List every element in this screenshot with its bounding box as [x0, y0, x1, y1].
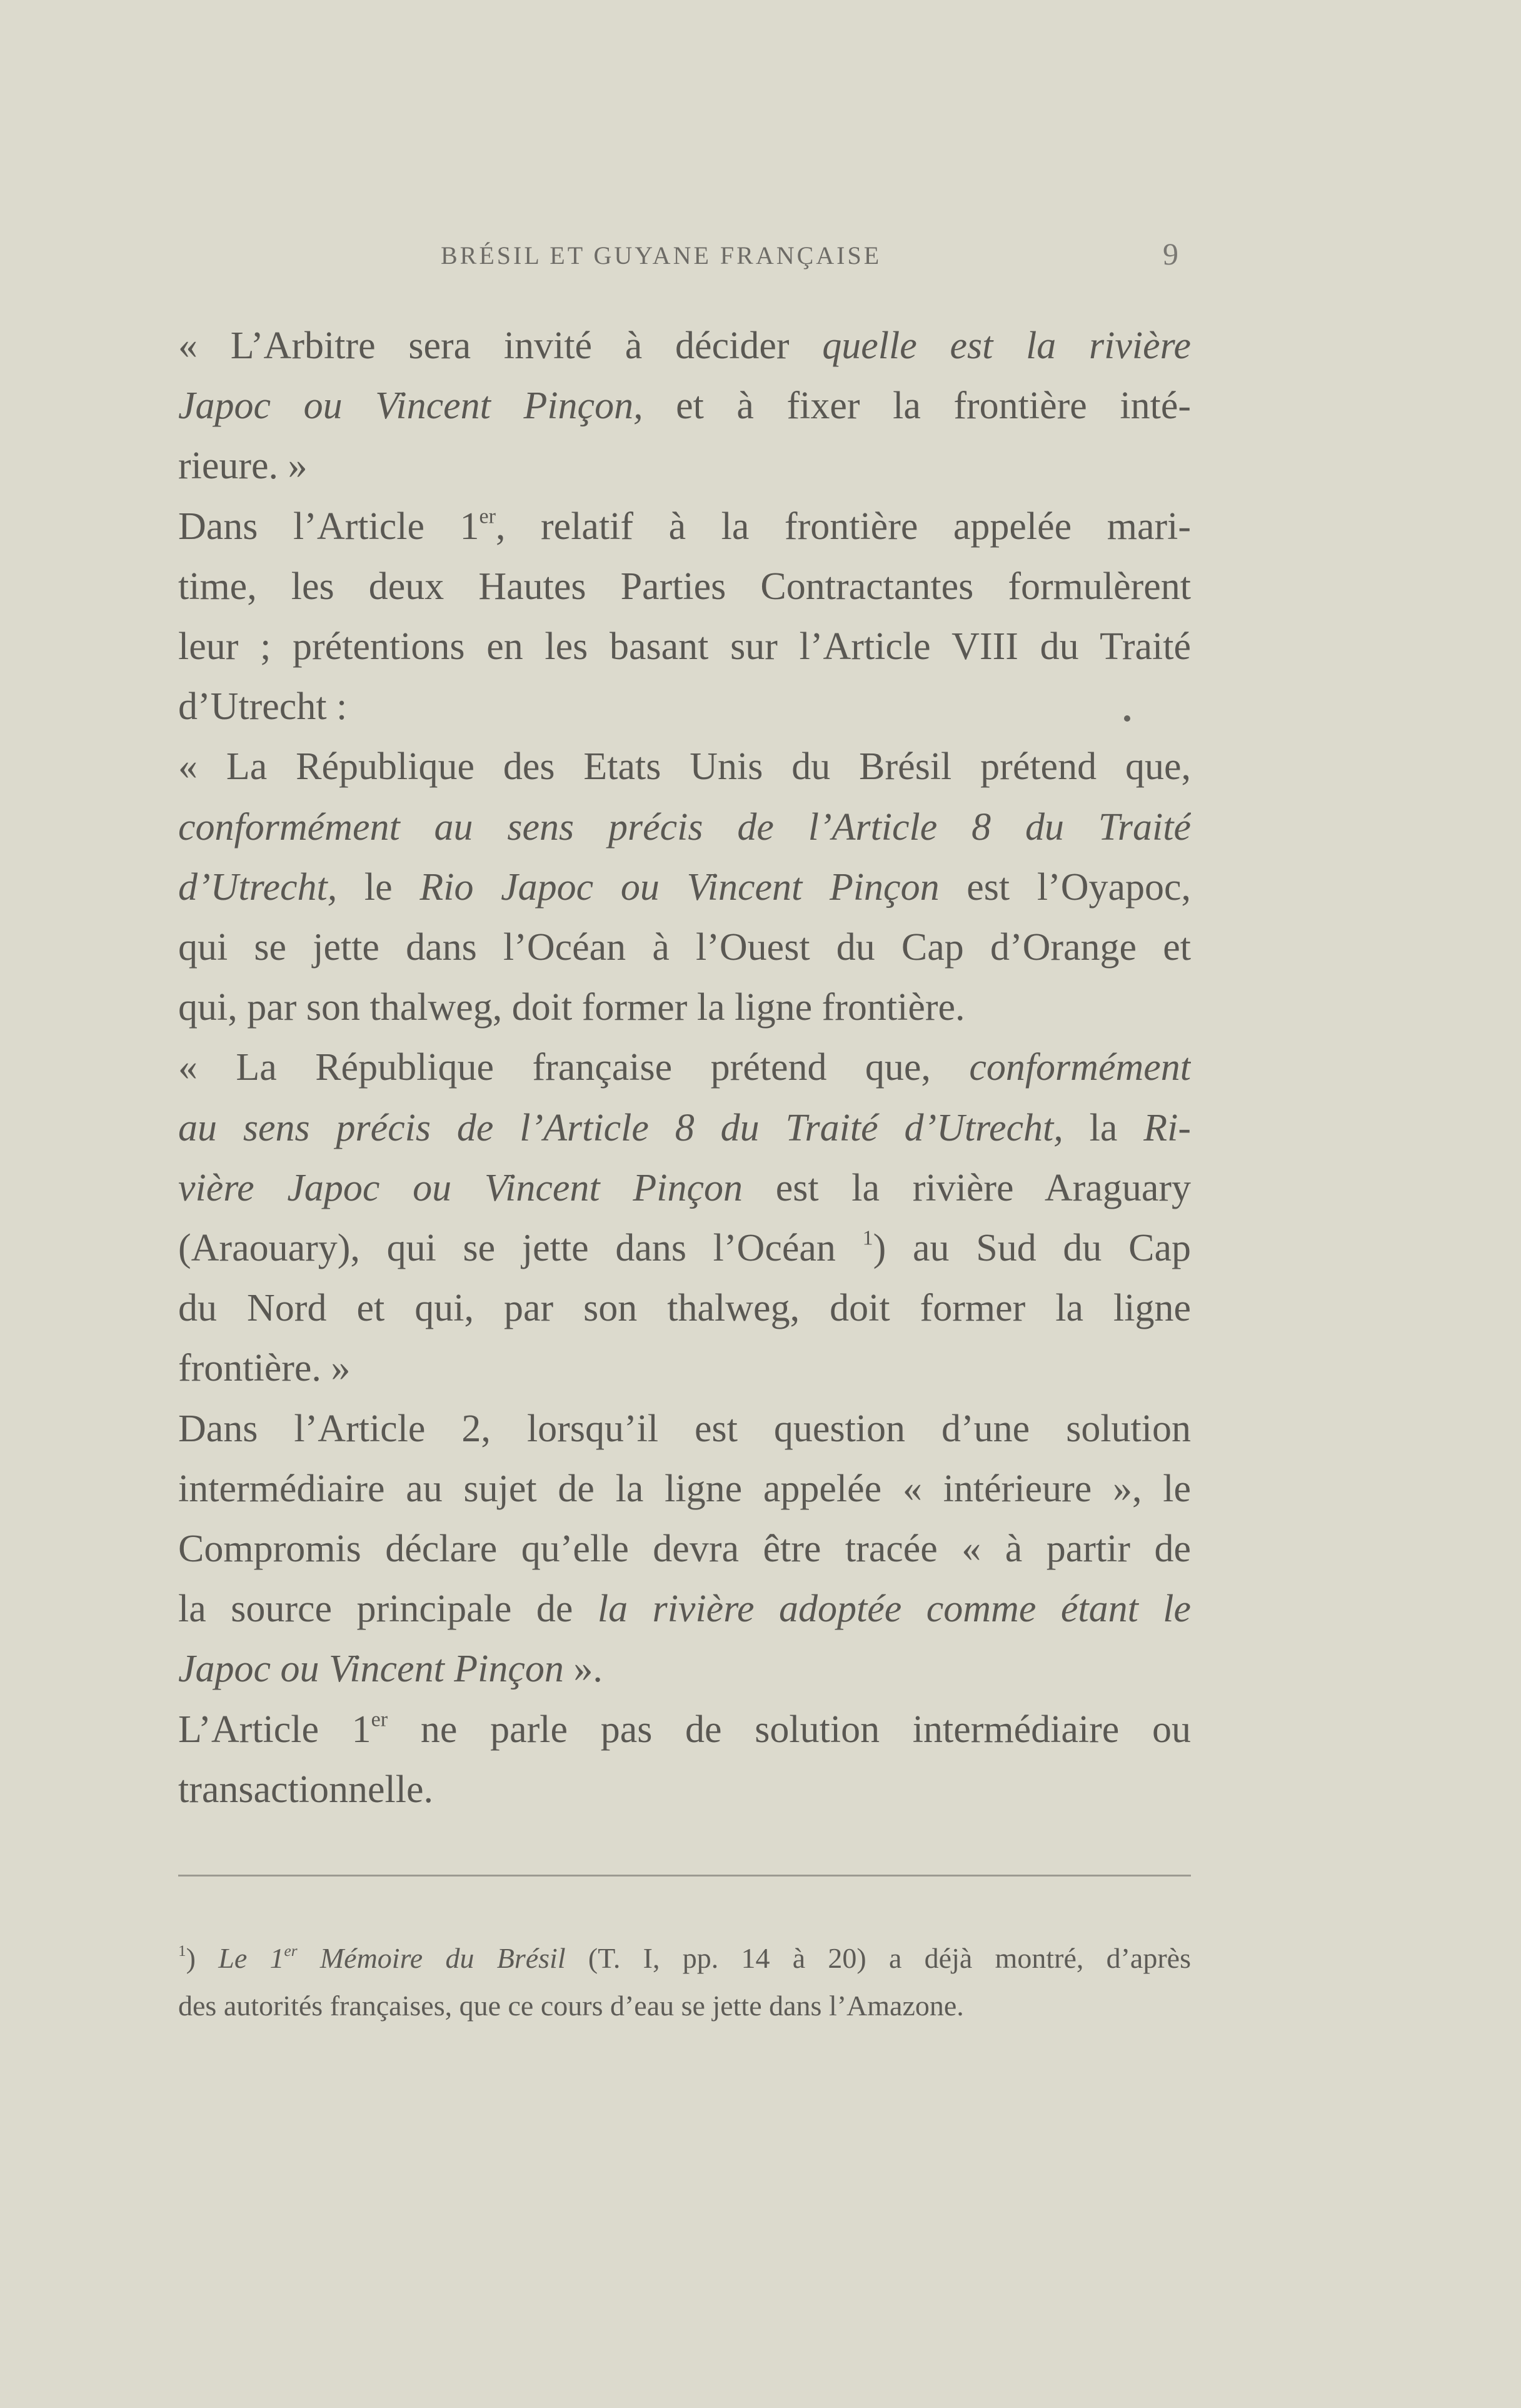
- text-run: et à fixer la frontière inté-: [643, 385, 1191, 428]
- italic-text: vière Japoc ou Vincent Pinçon: [178, 1166, 743, 1209]
- body-line: [178, 1278, 1191, 1338]
- superscript: er: [284, 1942, 298, 1960]
- text-run: « La République française prétend que,: [178, 1046, 970, 1089]
- body-line: [178, 436, 1191, 496]
- body-line: [178, 797, 1191, 857]
- text-run: du Nord et qui, par son thalweg, doit former la ligne: [178, 1287, 1191, 1330]
- superscript: er: [371, 1708, 388, 1731]
- text-run: la source principale de: [178, 1588, 598, 1631]
- text-run: ».: [563, 1648, 603, 1691]
- body-line: [178, 1459, 1191, 1519]
- text-run: intermédiaire au sujet de la ligne appelée « intérieure », le: [178, 1467, 1191, 1510]
- text-run: (T. I, pp. 14 à 20) a déjà montré, d’après: [565, 1942, 1191, 1974]
- footnote-line: [178, 1933, 1191, 1983]
- italic-text: Japoc ou Vincent Pinçon: [178, 1648, 564, 1691]
- footnote-divider: [178, 1875, 1191, 1877]
- body-line: [178, 1579, 1191, 1639]
- text-run: transactionnelle.: [178, 1768, 433, 1811]
- italic-text: d’Utrecht,: [178, 865, 338, 909]
- text-run: le: [337, 865, 420, 909]
- text-run: des autorités françaises, que ce cours d’eau se jette dans l’Amazone.: [178, 1990, 964, 2022]
- running-head-title: BRÉSIL ET GUYANE FRANÇAISE: [441, 241, 882, 270]
- body-line: [178, 496, 1191, 557]
- body-line: [178, 1218, 1191, 1278]
- text-run: qui, par son thalweg, doit former la ligne frontière.: [178, 986, 965, 1029]
- footnote-line: [178, 1981, 1191, 2031]
- body-line: [178, 1519, 1191, 1579]
- text-run: , relatif à la frontière appelée mari-: [496, 505, 1191, 548]
- text-run: ne parle pas de solution intermédiaire ou: [388, 1708, 1191, 1751]
- body-line: [178, 917, 1191, 977]
- ink-speck: [1124, 715, 1130, 722]
- italic-text: Le 1: [218, 1942, 284, 1974]
- body-line: [178, 857, 1191, 917]
- body-line: [178, 737, 1191, 797]
- text-run: (Araouary), qui se jette dans l’Océan: [178, 1227, 863, 1269]
- text-run: qui se jette dans l’Océan à l’Ouest du Cap d’Orange et: [178, 926, 1191, 969]
- italic-text: Japoc ou Vincent Pinçon,: [178, 385, 643, 428]
- body-line: [178, 1098, 1191, 1158]
- body-line: [178, 1399, 1191, 1459]
- text-run: ) au Sud du Cap: [873, 1227, 1191, 1269]
- italic-text: Ri-: [1143, 1106, 1191, 1149]
- body-line: [178, 977, 1191, 1037]
- running-head: [441, 236, 1178, 278]
- italic-text: conformément au sens précis de l’Article 8 du Traité: [178, 805, 1191, 849]
- body-line: [178, 1037, 1191, 1097]
- body-line: [178, 1338, 1191, 1398]
- italic-text: la rivière adoptée comme étant le: [597, 1588, 1191, 1631]
- text-run: la: [1063, 1106, 1144, 1149]
- text-run: frontière. »: [178, 1347, 351, 1390]
- text-run: time, les deux Hautes Parties Contractantes formulèrent: [178, 565, 1191, 608]
- text-run: d’Utrecht :: [178, 685, 348, 728]
- italic-text: au sens précis de l’Article 8 du Traité d’Utrecht,: [178, 1106, 1063, 1149]
- text-run: L’Article 1: [178, 1708, 371, 1751]
- text-run: rieure. »: [178, 445, 308, 488]
- body-line: [178, 1700, 1191, 1760]
- text-run: « La République des Etats Unis du Brésil prétend que,: [178, 745, 1191, 788]
- body-line: [178, 617, 1191, 677]
- text-run: Dans l’Article 2, lorsqu’il est question d’une solution: [178, 1407, 1191, 1450]
- body-line: [178, 677, 1191, 737]
- text-run: est l’Oyapoc,: [939, 865, 1191, 909]
- text-run: « L’Arbitre sera invité à décider: [178, 325, 823, 367]
- body-line: [178, 557, 1191, 617]
- text-run: Dans l’Article 1: [178, 505, 479, 548]
- text-run: leur ; prétentions en les basant sur l’Article VIII du Traité: [178, 625, 1191, 668]
- body-line: [178, 1158, 1191, 1218]
- body-line: [178, 376, 1191, 436]
- body-line: [178, 1760, 1191, 1820]
- superscript: 1: [178, 1942, 186, 1960]
- italic-text: conformément: [969, 1046, 1191, 1089]
- superscript: 1: [862, 1226, 873, 1250]
- text-run: est la rivière Araguary: [742, 1166, 1191, 1209]
- body-line: [178, 1639, 1191, 1699]
- body-line: [178, 316, 1191, 376]
- text-run: ): [186, 1942, 219, 1974]
- italic-text: quelle est la rivière: [822, 325, 1191, 367]
- italic-text: Rio Japoc ou Vincent Pinçon: [419, 865, 940, 909]
- italic-text: Mémoire du Brésil: [297, 1942, 566, 1974]
- page-number: 9: [1163, 236, 1178, 271]
- text-run: Compromis déclare qu’elle devra être tracée « à partir de: [178, 1528, 1191, 1570]
- superscript: er: [479, 505, 496, 528]
